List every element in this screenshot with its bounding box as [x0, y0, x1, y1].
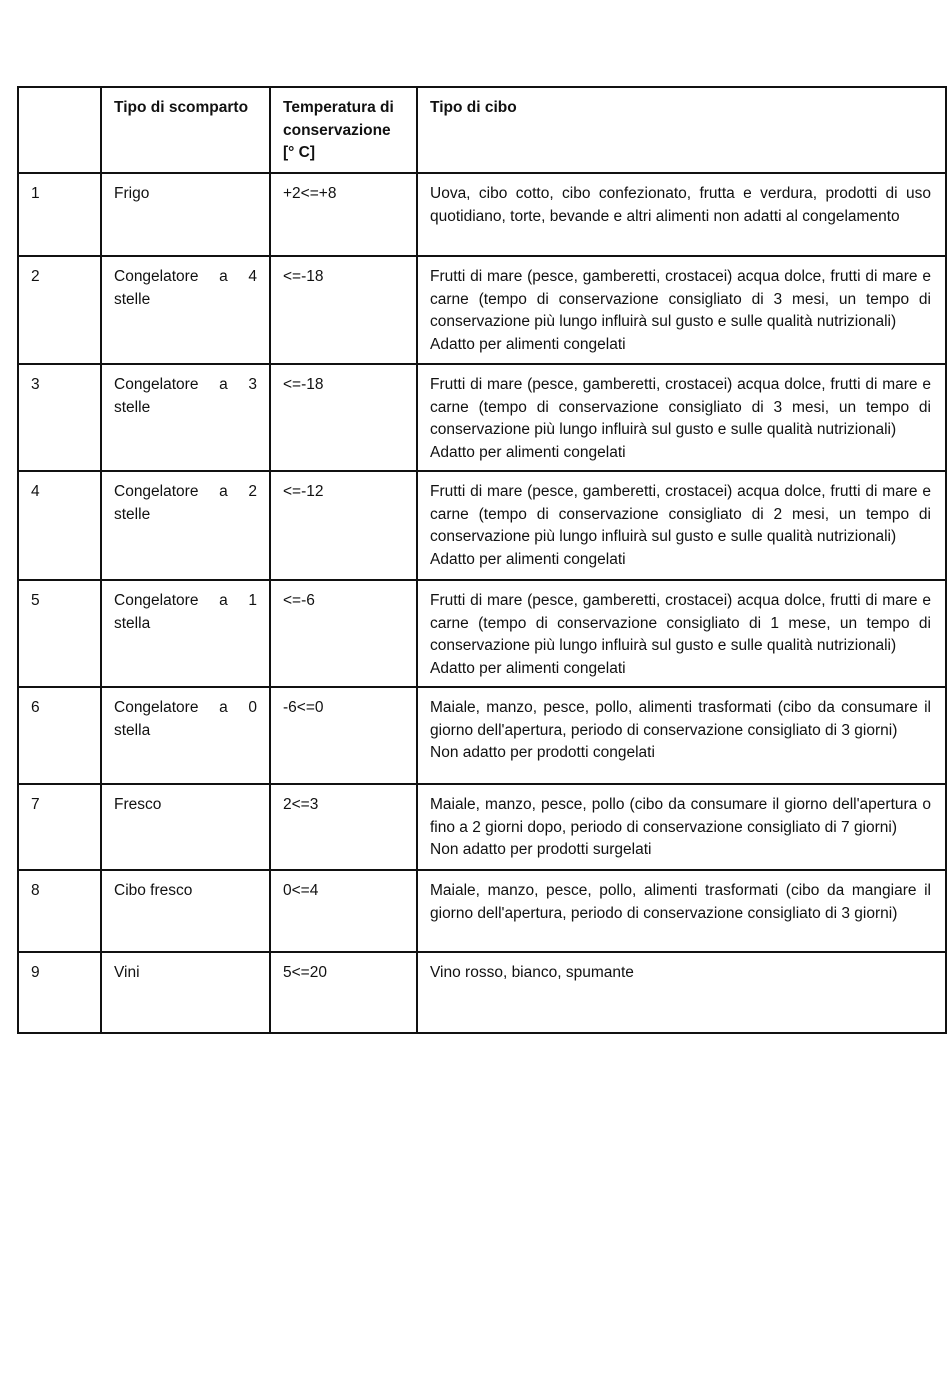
row-food-main: Frutti di mare (pesce, gamberetti, crostacei) acqua dolce, frutti di mare e carne (tempo di conservazione consigliato di 3 mesi, un tempo di conservazione più lungo influirà sul gusto e sulle qualità nutrizionali) [430, 268, 931, 330]
row-number: 6 [18, 687, 101, 784]
row-compartment: Frigo [101, 173, 270, 256]
table-row [18, 687, 946, 784]
row-food-main: Maiale, manzo, pesce, pollo, alimenti trasformati (cibo da mangiare il giorno dell'apertura, periodo di conservazione consigliato di 3 giorni) [430, 882, 931, 922]
header-number [18, 87, 101, 173]
storage-table [17, 86, 947, 1034]
row-food-main: Maiale, manzo, pesce, pollo (cibo da consumare il giorno dell'apertura o fino a 2 giorni dopo, periodo di conservazione consigliato di 7 giorni) [430, 796, 931, 836]
row-food [417, 952, 946, 1033]
table-row [18, 870, 946, 952]
header-compartment: Tipo di scomparto [101, 87, 270, 173]
row-number: 2 [18, 256, 101, 364]
row-food-main: Frutti di mare (pesce, gamberetti, crostacei) acqua dolce, frutti di mare e carne (tempo di conservazione consigliato di 3 mesi, un tempo di conservazione più lungo influirà sul gusto e sulle qualità nutrizionali) [430, 376, 931, 438]
row-number: 8 [18, 870, 101, 952]
row-food-main: Vino rosso, bianco, spumante [430, 964, 634, 981]
row-number: 4 [18, 471, 101, 580]
table-row [18, 256, 946, 364]
row-food [417, 364, 946, 471]
table-row [18, 364, 946, 471]
table-row [18, 173, 946, 256]
row-temperature: <=-18 [270, 256, 417, 364]
storage-table-container [17, 86, 945, 1034]
row-number: 3 [18, 364, 101, 471]
row-compartment: Cibo fresco [101, 870, 270, 952]
row-number: 5 [18, 580, 101, 687]
row-number: 7 [18, 784, 101, 870]
row-compartment: Congelatore a 1 stella [101, 580, 270, 687]
table-header-row [18, 87, 946, 173]
row-food [417, 870, 946, 952]
row-compartment: Congelatore a 4 stelle [101, 256, 270, 364]
row-food [417, 471, 946, 580]
row-food-note: Non adatto per prodotti congelati [430, 744, 655, 761]
row-food [417, 173, 946, 256]
row-food-note: Adatto per alimenti congelati [430, 550, 626, 568]
row-food-main: Frutti di mare (pesce, gamberetti, crostacei) acqua dolce, frutti di mare e carne (tempo di conservazione consigliato di 1 mese, un tempo di conservazione più lungo influirà sul gusto e sulle qualità nutrizionali) [430, 592, 931, 654]
table-row [18, 471, 946, 580]
row-temperature: 2<=3 [270, 784, 417, 870]
row-food-main: Maiale, manzo, pesce, pollo, alimenti trasformati (cibo da consumare il giorno dell'apertura, periodo di conservazione consigliato di 3 giorni) [430, 699, 931, 739]
row-compartment: Congelatore a 3 stelle [101, 364, 270, 471]
row-food [417, 687, 946, 784]
row-number: 9 [18, 952, 101, 1033]
row-temperature: +2<=+8 [270, 173, 417, 256]
row-compartment: Congelatore a 0 stella [101, 687, 270, 784]
table-row [18, 952, 946, 1033]
row-compartment: Vini [101, 952, 270, 1033]
row-food [417, 580, 946, 687]
table-row [18, 580, 946, 687]
row-compartment: Fresco [101, 784, 270, 870]
row-food-main: Frutti di mare (pesce, gamberetti, crostacei) acqua dolce, frutti di mare e carne (tempo di conservazione consigliato di 2 mesi, un tempo di conservazione più lungo influirà sul gusto e sulle qualità nutrizionali) [430, 483, 931, 545]
header-temperature: Temperatura di conservazione [° C] [270, 87, 417, 173]
row-food [417, 256, 946, 364]
row-food [417, 784, 946, 870]
header-food: Tipo di cibo [417, 87, 946, 173]
row-food-note: Non adatto per prodotti surgelati [430, 841, 652, 858]
row-temperature: <=-6 [270, 580, 417, 687]
table-row [18, 784, 946, 870]
row-temperature: 5<=20 [270, 952, 417, 1033]
row-temperature: <=-18 [270, 364, 417, 471]
row-food-main: Uova, cibo cotto, cibo confezionato, frutta e verdura, prodotti di uso quotidiano, torte, bevande e altri alimenti non adatti al congelamento [430, 185, 931, 225]
row-food-note: Adatto per alimenti congelati [430, 443, 626, 461]
row-compartment: Congelatore a 2 stelle [101, 471, 270, 580]
row-temperature: -6<=0 [270, 687, 417, 784]
row-temperature: <=-12 [270, 471, 417, 580]
row-number: 1 [18, 173, 101, 256]
row-food-note: Adatto per alimenti congelati [430, 335, 626, 353]
row-food-note: Adatto per alimenti congelati [430, 659, 626, 677]
row-temperature: 0<=4 [270, 870, 417, 952]
